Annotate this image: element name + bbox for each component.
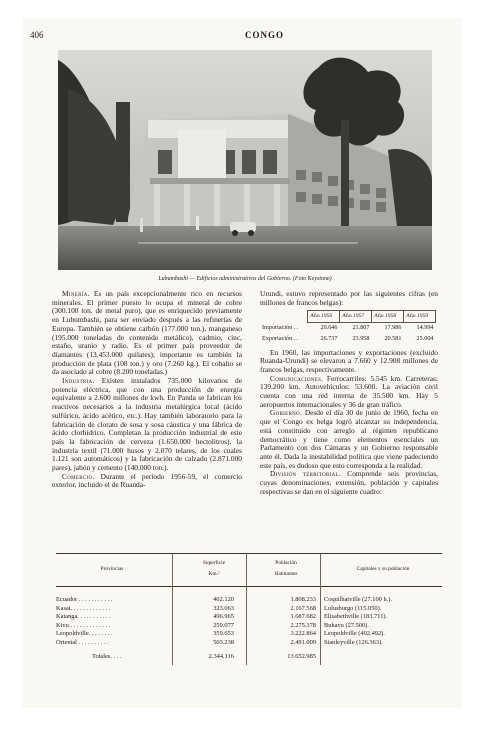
header-poblacion-unit: Habitantes <box>274 571 298 577</box>
trade-cell: 25.004 <box>416 334 434 342</box>
table-row <box>56 605 442 613</box>
trade-col-header: Año 1959 <box>403 311 435 323</box>
trade-cell: 20.581 <box>384 334 402 342</box>
table-row <box>56 630 442 638</box>
photo-illustration <box>58 50 432 270</box>
right-column <box>260 290 438 496</box>
heading-industria: Industria. <box>62 376 95 386</box>
province-area: 359.653 <box>213 630 234 637</box>
totals-area: 2.344.116 <box>208 653 234 660</box>
trade-cell: 23.958 <box>352 334 370 342</box>
province-capital: Leopoldville (402.492). <box>324 630 385 637</box>
province-capital: Coquilhatville (27.100 h.). <box>324 596 392 603</box>
provinces-table-header <box>56 553 442 587</box>
paragraph-urundi: Urundi, estuvo representado por las siguientes cifras (en millones de francos belgas): <box>260 289 438 307</box>
province-population: 2.491.009 <box>290 638 316 646</box>
province-name: Kasai. . . . . . . . . . . . . <box>56 604 111 612</box>
paragraph-mineria <box>52 290 242 377</box>
heading-mineria: Minería. <box>62 289 90 298</box>
left-column <box>52 290 242 490</box>
province-population: 1.808.233 <box>290 596 316 603</box>
text-industria: Existen instalados 735.000 kilovatios de potencia eléctrica, que con una producción de energía equivalente a 2.600 millones de kwh. En Panda se fabrican los reactivos necesarios a la industria metalúrgica local (ácido sulfúrico, ácido acético, etc.). Hay también laboratorio para la fabricación de clorato de sosa y sosa cáustica y una fábrica de ácido clorhídrico. Completan la producción industrial de este país la fabricación de cerveza (1.650.000 hectolitros), la industria textil (71.000 husos y 2.070 telares, de los cuales 1.121 son automáticos) y la fabricación de calzado (2.871.000 pares), jabón y cemento (140.000 ton.). <box>52 376 242 473</box>
heading-division-territorial: División territorial. <box>270 469 342 479</box>
text-comunicaciones: Ferrocarriles: 5.545 km. Carreteras: 139.200 km. Autovehículos: 53.600. La aviación civil cuenta con una red interna de 35.500 km. Hay 5 aeropuertos internacionales y 36 de gran tráfico. <box>260 373 438 409</box>
running-header <box>30 30 430 44</box>
paragraph-gobierno <box>260 409 438 470</box>
province-area: 323.063 <box>213 604 234 612</box>
province-population: 3.222.864 <box>290 630 316 637</box>
trade-row-exportacion <box>260 334 436 345</box>
province-population: 2.275.378 <box>290 621 316 629</box>
paragraph-division-territorial <box>260 470 438 496</box>
running-title: CONGO <box>245 30 285 40</box>
province-area: 503.238 <box>213 638 234 646</box>
text-comercio: Durante el período 1956-59, el comercio exterior, incluido el de Ruanda- <box>52 471 242 490</box>
totals-label: Totales. . . . <box>92 653 122 660</box>
province-population: 1.687.682 <box>290 613 316 620</box>
table-row <box>56 613 442 621</box>
province-population: 2.167.568 <box>290 604 316 612</box>
province-capital: Elisabethville (183.711). <box>324 613 388 620</box>
trade-row-label: Importación . . <box>262 323 299 331</box>
totals-row <box>56 653 442 661</box>
paragraph-comercio <box>52 473 242 490</box>
trade-col-header: Año 1957 <box>339 311 371 323</box>
province-capital: Bukavu (27.500). <box>324 621 369 629</box>
trade-col-header: Año 1958 <box>371 311 403 323</box>
header-capitales: Capitales y su población <box>356 566 410 572</box>
photo-caption: Lubumbashi — Edificios administrativos del Gobierno. (Foto Keystone) <box>158 276 332 282</box>
province-capital: Stanleyville (126.363). <box>324 638 383 646</box>
trade-cell: 20.646 <box>320 324 338 332</box>
text-gobierno: Desde el día 30 de junio de 1960, fecha en que el Congo ex belga logró alcanzar su independencia, está constituido con arreglo al régimen republicano democrático y tiene como elementos esenciales un Parlamento con dos Cámaras y un Gobierno responsable ante él. Dada la inestabilidad política que viene padeciendo este país, es dudoso que esto corresponda a la realidad. <box>260 408 438 470</box>
province-capital: Lulusburgo (115.050). <box>324 604 382 612</box>
text-mineria: Es un país excepcionalmente rico en recursos minerales. El primer puesto lo ocupa el mineral de cobre (300.100 ton. de metal puro), que es enriquecido previamente en Lubumbashi, para ser enviado después a las refinerías de Europa. También se obtiene carbón (177.000 ton.), manganeso (195.000 toneladas de contenido metálico), cadmio, cinc, estaño, uranio y radio. Es el primer país proveedor de diamantes (13.453.000 quilates); importante es también la producción de plata (108 ton.) y oro (7.260 kg.). El cobalto se da asociado al cobre (8.200 toneladas.) <box>52 289 242 377</box>
header-poblacion: Población <box>275 560 297 566</box>
heading-gobierno: Gobierno. <box>270 408 303 418</box>
province-name: Leopoldville. . . . . . . . <box>56 630 113 637</box>
header-superficie-unit: Km.² <box>208 571 220 577</box>
trade-cell: 17.986 <box>384 324 402 332</box>
photo-government-buildings <box>58 50 432 270</box>
totals-population: 13.652.985 <box>287 653 316 660</box>
province-name: Oriental . . . . . . . . . . <box>56 638 109 646</box>
table-row <box>56 622 442 630</box>
trade-table-header <box>260 311 436 323</box>
province-name: Ecuador . . . . . . . . . . . <box>56 596 113 603</box>
text-division-territorial: Comprende seis provincias, cuyas denominaciones, extensión, población y capitales respectivas se dan en el siguiente cuadro: <box>260 469 438 496</box>
province-area: 402.120 <box>213 596 234 603</box>
table-row <box>56 639 442 647</box>
header-provincias: Provincias <box>100 566 124 572</box>
paragraph-industria <box>52 377 242 473</box>
paragraph-1960: En 1960, las importaciones y exportaciones (excluido Ruanda-Urundi) se elevaron a 7.660 y 12.908 millones de francos belgas, respectivamente. <box>260 347 438 374</box>
trade-cell: 21.807 <box>352 324 370 332</box>
table-row <box>56 596 442 604</box>
trade-col-header: Año 1956 <box>308 311 340 323</box>
trade-row-label: Exportación . . <box>262 334 299 342</box>
trade-row-importacion <box>260 323 436 334</box>
province-area: 496.965 <box>213 613 234 620</box>
page-number: 406 <box>30 30 44 40</box>
heading-comunicaciones: Comunicaciones. <box>270 373 324 383</box>
province-name: Katanga. . . . . . . . . . . <box>56 613 111 620</box>
header-superficie: Superficie <box>202 560 226 566</box>
province-area: 259.077 <box>213 621 234 629</box>
heading-comercio: Comercio. <box>62 471 95 481</box>
paragraph-comunicaciones <box>260 375 438 410</box>
province-name: Kivu . . . . . . . . . . . . . <box>56 621 111 629</box>
trade-cell: 26.737 <box>320 334 338 342</box>
trade-table <box>260 310 436 344</box>
trade-cell: 14.994 <box>416 324 434 332</box>
